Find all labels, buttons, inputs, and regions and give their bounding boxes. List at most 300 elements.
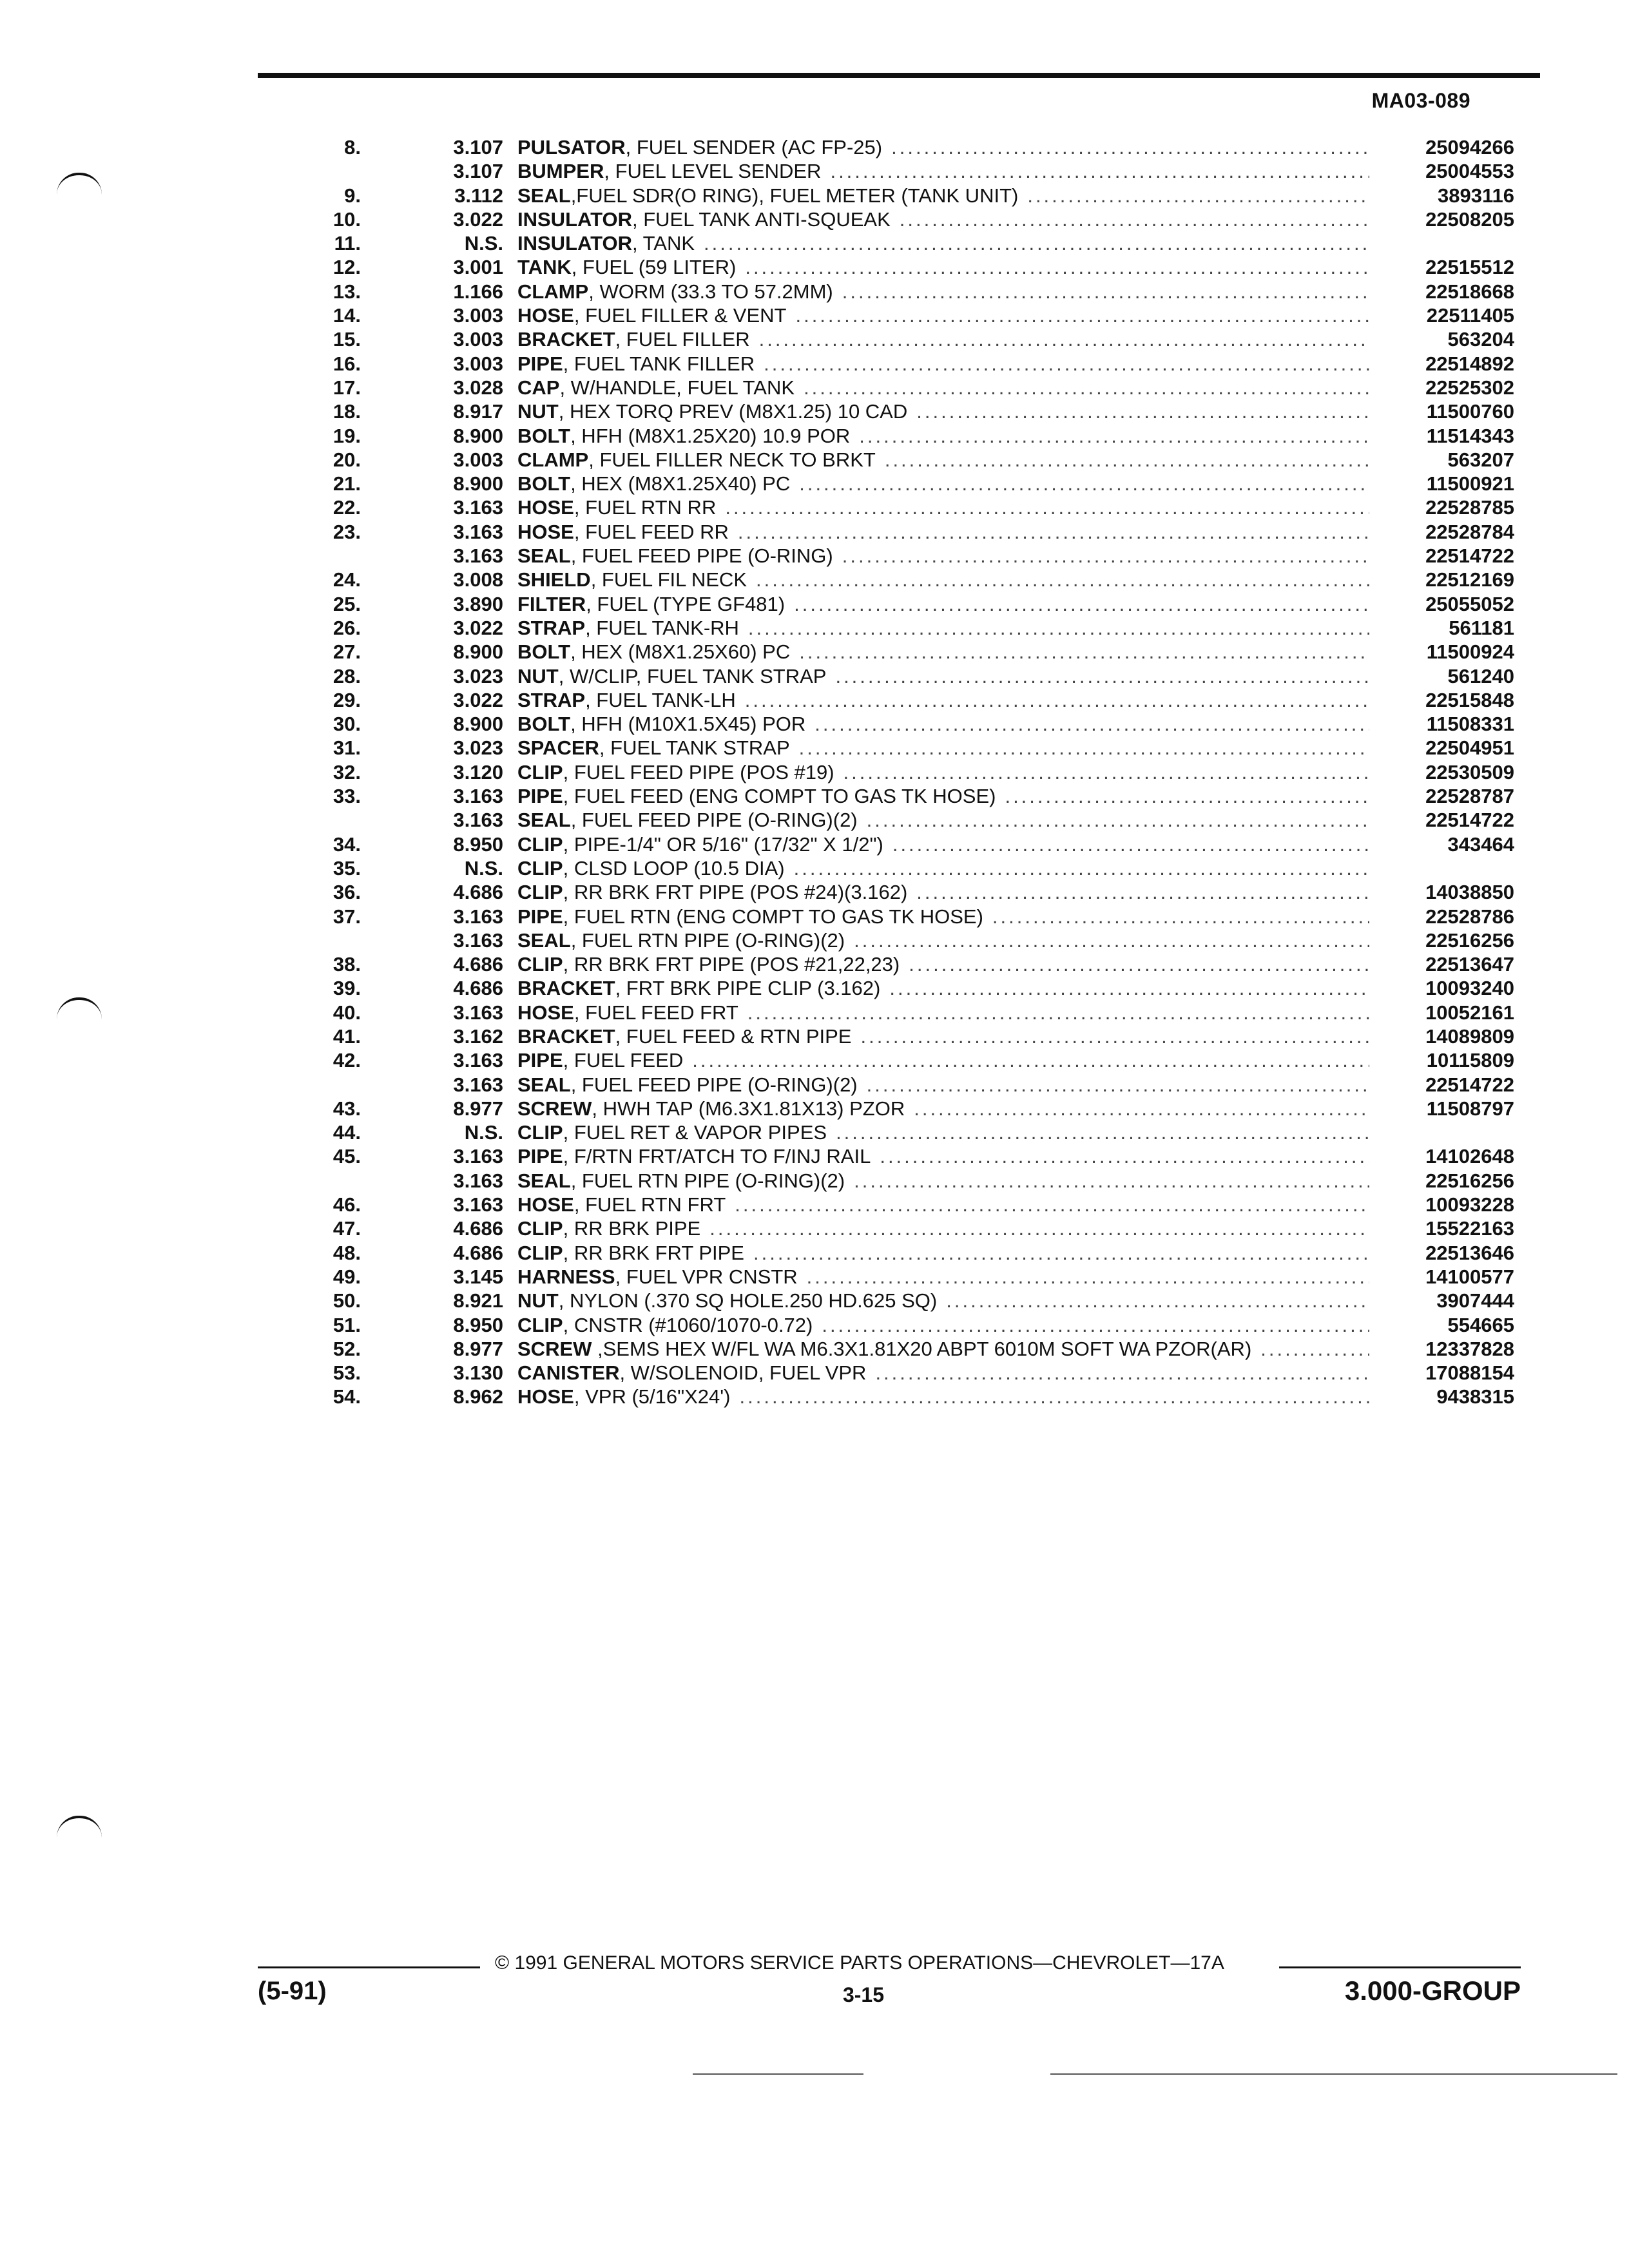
part-detail: , FUEL FEED bbox=[563, 1049, 684, 1072]
group-number: 3.107 bbox=[453, 136, 503, 159]
ref-number: 50. bbox=[333, 1289, 361, 1312]
part-detail: , FUEL RTN FRT bbox=[574, 1193, 726, 1216]
part-description bbox=[517, 760, 1369, 784]
description-text bbox=[517, 616, 739, 640]
part-name: CLIP bbox=[517, 1241, 563, 1264]
part-number: 14089809 bbox=[1425, 1024, 1514, 1048]
part-detail: , FUEL SENDER (AC FP-25) bbox=[625, 136, 883, 159]
part-number: 22511405 bbox=[1426, 304, 1514, 327]
part-name: NUT bbox=[517, 1289, 559, 1312]
dot-leader bbox=[795, 376, 1369, 399]
dot-leader bbox=[683, 1048, 1369, 1072]
dot-leader bbox=[880, 976, 1369, 1000]
part-description bbox=[517, 976, 1369, 1000]
parts-row bbox=[303, 207, 1514, 231]
part-description bbox=[517, 448, 1369, 472]
parts-list bbox=[303, 135, 1514, 1409]
dot-leader bbox=[937, 1289, 1369, 1312]
part-detail: , FUEL RTN (ENG COMPT TO GAS TK HOSE) bbox=[563, 905, 983, 928]
group-number: 3.003 bbox=[453, 328, 503, 351]
part-description bbox=[517, 255, 1369, 279]
parts-row bbox=[303, 520, 1514, 544]
dot-leader bbox=[805, 712, 1369, 736]
dot-leader bbox=[834, 760, 1369, 784]
description-text bbox=[517, 280, 833, 303]
parts-row bbox=[303, 976, 1514, 1000]
part-number: 17088154 bbox=[1425, 1361, 1514, 1385]
dot-leader bbox=[798, 1265, 1369, 1289]
parts-row bbox=[303, 1265, 1514, 1289]
part-detail: , FUEL TANK-RH bbox=[585, 616, 739, 639]
group-number: 8.900 bbox=[453, 640, 503, 664]
part-name: TANK bbox=[517, 256, 572, 279]
description-text bbox=[517, 352, 755, 376]
copyright-notice: © 1991 GENERAL MOTORS SERVICE PARTS OPERATIONS—CHEVROLET—17A bbox=[495, 1952, 1224, 1974]
part-description bbox=[517, 832, 1369, 856]
ref-number: 31. bbox=[333, 736, 361, 760]
ref-number: 15. bbox=[333, 328, 361, 351]
part-detail: , W/CLIP, FUEL TANK STRAP bbox=[558, 664, 827, 687]
description-text bbox=[517, 688, 736, 712]
ref-number: 12. bbox=[333, 256, 361, 279]
dot-leader bbox=[785, 592, 1369, 616]
part-detail: , FUEL FEED FRT bbox=[574, 1001, 738, 1024]
group-number: 3.162 bbox=[453, 1024, 503, 1048]
group-number: 3.023 bbox=[453, 736, 503, 760]
part-name: SEAL bbox=[517, 1073, 571, 1096]
parts-row bbox=[303, 1241, 1514, 1265]
part-number: 22515512 bbox=[1425, 256, 1514, 279]
group-number: 3.022 bbox=[453, 688, 503, 711]
parts-row bbox=[303, 424, 1514, 448]
part-description bbox=[517, 1024, 1369, 1048]
part-detail: , FUEL FEED PIPE (POS #19) bbox=[563, 760, 834, 783]
part-detail: , FUEL FEED PIPE (O-RING)(2) bbox=[570, 1073, 858, 1096]
parts-row bbox=[303, 399, 1514, 423]
part-description bbox=[517, 327, 1369, 351]
ref-number: 54. bbox=[333, 1385, 361, 1408]
parts-row bbox=[303, 135, 1514, 159]
group-number: 3.001 bbox=[453, 256, 503, 279]
part-detail: ,SEMS HEX W/FL WA M6.3X1.81X20 ABPT 6010M SOFT WA PZOR(AR) bbox=[592, 1337, 1252, 1360]
parts-row bbox=[303, 1337, 1514, 1361]
parts-row bbox=[303, 1169, 1514, 1193]
group-number: 3.163 bbox=[453, 1073, 503, 1096]
part-description bbox=[517, 1120, 1369, 1144]
part-name: INSULATOR bbox=[517, 207, 632, 231]
part-number: 14100577 bbox=[1425, 1265, 1514, 1288]
part-detail: , VPR (5/16"X24') bbox=[574, 1385, 731, 1408]
parts-row bbox=[303, 1385, 1514, 1408]
part-description bbox=[517, 664, 1369, 688]
dot-leader bbox=[891, 207, 1369, 231]
part-name: CLIP bbox=[517, 1217, 563, 1240]
part-detail: , FUEL TANK FILLER bbox=[563, 352, 755, 375]
description-text bbox=[517, 1385, 731, 1408]
parts-row bbox=[303, 495, 1514, 519]
ref-number: 51. bbox=[333, 1313, 361, 1336]
group-number: 3.003 bbox=[453, 448, 503, 471]
part-name: BUMPER bbox=[517, 160, 604, 183]
part-detail: , FUEL FEED & RTN PIPE bbox=[615, 1024, 852, 1048]
footer-rule-left bbox=[258, 1966, 480, 1968]
group-number: 3.163 bbox=[453, 496, 503, 519]
part-name: HOSE bbox=[517, 304, 574, 327]
parts-row bbox=[303, 1193, 1514, 1216]
parts-row bbox=[303, 472, 1514, 495]
description-text bbox=[517, 159, 821, 183]
parts-row bbox=[303, 880, 1514, 904]
part-name: FILTER bbox=[517, 592, 586, 615]
ref-number: 30. bbox=[333, 713, 361, 736]
part-description bbox=[517, 352, 1369, 376]
part-name: SEAL bbox=[517, 1169, 571, 1192]
part-description bbox=[517, 784, 1369, 808]
part-description bbox=[517, 135, 1369, 159]
parts-row bbox=[303, 1073, 1514, 1097]
group-number: 4.686 bbox=[453, 1241, 503, 1264]
part-detail: , W/SOLENOID, FUEL VPR bbox=[619, 1361, 867, 1385]
parts-row bbox=[303, 255, 1514, 279]
description-text bbox=[517, 424, 850, 448]
dot-leader bbox=[845, 928, 1369, 952]
description-text bbox=[517, 736, 790, 760]
part-name: BRACKET bbox=[517, 977, 615, 1000]
ref-number: 42. bbox=[333, 1049, 361, 1072]
ref-number: 46. bbox=[333, 1193, 361, 1216]
date-code: (5-91) bbox=[258, 1977, 327, 2005]
description-text bbox=[517, 495, 716, 519]
part-description bbox=[517, 952, 1369, 976]
group-number: 3.163 bbox=[453, 1001, 503, 1024]
ref-number: 22. bbox=[333, 496, 361, 519]
group-label: 3.000-GROUP bbox=[1344, 1975, 1521, 2006]
part-description bbox=[517, 472, 1369, 495]
group-number: 8.921 bbox=[453, 1289, 503, 1312]
description-text bbox=[517, 1097, 905, 1120]
part-description bbox=[517, 736, 1369, 760]
description-text bbox=[517, 1048, 683, 1072]
part-name: PIPE bbox=[517, 1145, 563, 1168]
part-number: 563204 bbox=[1447, 328, 1514, 351]
part-detail: , FUEL FEED (ENG COMPT TO GAS TK HOSE) bbox=[563, 785, 996, 808]
part-description bbox=[517, 1289, 1369, 1312]
part-name: CLAMP bbox=[517, 448, 589, 471]
part-description bbox=[517, 880, 1369, 904]
part-description bbox=[517, 159, 1369, 183]
part-detail: , RR BRK PIPE bbox=[563, 1217, 701, 1240]
ref-number: 9. bbox=[344, 184, 361, 207]
group-number: 3.107 bbox=[453, 160, 503, 183]
part-name: PIPE bbox=[517, 1049, 563, 1072]
group-number: 8.977 bbox=[453, 1337, 503, 1360]
description-text bbox=[517, 1169, 845, 1193]
group-number: 3.163 bbox=[453, 928, 503, 952]
part-detail: , HEX TORQ PREV (M8X1.25) 10 CAD bbox=[558, 400, 908, 423]
dot-leader bbox=[729, 520, 1369, 544]
part-description bbox=[517, 424, 1369, 448]
ref-number: 41. bbox=[333, 1024, 361, 1048]
part-description bbox=[517, 520, 1369, 544]
part-detail: , FUEL VPR CNSTR bbox=[615, 1265, 798, 1288]
part-detail: , RR BRK FRT PIPE (POS #21,22,23) bbox=[563, 953, 900, 976]
part-number: 343464 bbox=[1447, 832, 1514, 856]
part-number: 22528785 bbox=[1425, 496, 1514, 519]
dot-leader bbox=[750, 327, 1369, 351]
dot-leader bbox=[790, 472, 1369, 495]
dot-leader bbox=[738, 1001, 1369, 1024]
part-number: 22514722 bbox=[1425, 544, 1514, 568]
ref-number: 10. bbox=[333, 207, 361, 231]
group-number: 3.112 bbox=[454, 184, 503, 207]
part-name: BRACKET bbox=[517, 1024, 615, 1048]
bottom-rule bbox=[1050, 2073, 1617, 2075]
part-number: 25004553 bbox=[1425, 160, 1514, 183]
part-name: CLIP bbox=[517, 1313, 563, 1336]
dot-leader bbox=[736, 255, 1369, 279]
part-number: 11500924 bbox=[1426, 640, 1514, 664]
part-description bbox=[517, 399, 1369, 423]
ref-number: 23. bbox=[333, 520, 361, 543]
ref-number: 48. bbox=[333, 1241, 361, 1264]
part-description bbox=[517, 1265, 1369, 1289]
part-name: HARNESS bbox=[517, 1265, 615, 1288]
part-number: 14102648 bbox=[1425, 1145, 1514, 1168]
dot-leader bbox=[785, 856, 1369, 880]
description-text bbox=[517, 1001, 738, 1024]
description-text bbox=[517, 1313, 813, 1337]
part-name: BOLT bbox=[517, 713, 571, 736]
description-text bbox=[517, 1144, 871, 1168]
dot-leader bbox=[726, 1193, 1369, 1216]
part-description bbox=[517, 280, 1369, 303]
description-text bbox=[517, 448, 876, 472]
part-number: 22528786 bbox=[1425, 905, 1514, 928]
part-detail: , FUEL FILLER NECK TO BRKT bbox=[588, 448, 876, 471]
part-name: PIPE bbox=[517, 905, 563, 928]
part-detail: , FUEL FEED PIPE (O-RING)(2) bbox=[570, 809, 858, 832]
group-number: 3.130 bbox=[453, 1361, 503, 1385]
part-detail: , TANK bbox=[631, 232, 695, 255]
part-name: SEAL bbox=[517, 184, 571, 207]
group-number: 3.163 bbox=[453, 1193, 503, 1216]
parts-row bbox=[303, 736, 1514, 760]
group-number: 3.163 bbox=[453, 544, 503, 568]
part-name: SEAL bbox=[517, 544, 571, 568]
parts-row bbox=[303, 184, 1514, 207]
part-name: CLIP bbox=[517, 1121, 563, 1144]
description-text bbox=[517, 664, 826, 688]
dot-leader bbox=[858, 1073, 1369, 1097]
ref-number: 21. bbox=[333, 472, 361, 495]
part-detail: , HFH (M10X1.5X45) POR bbox=[570, 713, 806, 736]
parts-row bbox=[303, 712, 1514, 736]
description-text bbox=[517, 184, 1018, 207]
part-number: 10093228 bbox=[1425, 1193, 1514, 1216]
description-text bbox=[517, 376, 795, 399]
description-text bbox=[517, 472, 790, 495]
parts-row bbox=[303, 568, 1514, 591]
part-detail: , FUEL TANK-LH bbox=[585, 688, 736, 711]
description-text bbox=[517, 1120, 827, 1144]
group-number: 3.163 bbox=[453, 1145, 503, 1168]
part-name: CLAMP bbox=[517, 280, 589, 303]
ref-number: 37. bbox=[333, 905, 361, 928]
group-number: N.S. bbox=[464, 1121, 503, 1144]
ref-number: 28. bbox=[333, 664, 361, 687]
dot-leader bbox=[983, 905, 1369, 928]
part-detail: , RR BRK FRT PIPE bbox=[563, 1241, 744, 1264]
dot-leader bbox=[1018, 184, 1369, 207]
description-text bbox=[517, 327, 750, 351]
part-description bbox=[517, 688, 1369, 712]
group-number: N.S. bbox=[464, 232, 503, 255]
part-detail: , WORM (33.3 TO 57.2MM) bbox=[588, 280, 833, 303]
description-text bbox=[517, 231, 695, 255]
part-number: 554665 bbox=[1447, 1313, 1514, 1336]
ref-number: 40. bbox=[333, 1001, 361, 1024]
ref-number: 29. bbox=[333, 688, 361, 711]
ref-number: 45. bbox=[333, 1145, 361, 1168]
ref-number: 44. bbox=[333, 1121, 361, 1144]
ref-number: 25. bbox=[333, 592, 361, 615]
description-text bbox=[517, 905, 983, 928]
parts-row bbox=[303, 327, 1514, 351]
part-detail: , HEX (M8X1.25X60) PC bbox=[570, 640, 791, 664]
ref-number: 17. bbox=[333, 376, 361, 399]
group-number: 8.900 bbox=[453, 472, 503, 495]
ref-number: 16. bbox=[333, 352, 361, 375]
group-number: 3.163 bbox=[453, 520, 503, 543]
ref-number: 43. bbox=[333, 1097, 361, 1120]
dot-leader bbox=[883, 832, 1369, 856]
description-text bbox=[517, 1193, 726, 1216]
part-number: 22530509 bbox=[1425, 760, 1514, 783]
binder-hole-mark bbox=[57, 997, 102, 1019]
part-number: 22513646 bbox=[1425, 1241, 1514, 1264]
parts-row bbox=[303, 688, 1514, 712]
group-number: 8.977 bbox=[453, 1097, 503, 1120]
footer-rule-right bbox=[1279, 1966, 1521, 1968]
part-detail: , FUEL (TYPE GF481) bbox=[586, 592, 786, 615]
part-number: 22516256 bbox=[1425, 928, 1514, 952]
dot-leader bbox=[747, 568, 1369, 591]
group-number: 3.163 bbox=[453, 905, 503, 928]
description-text bbox=[517, 784, 996, 808]
part-name: SEAL bbox=[517, 809, 571, 832]
description-text bbox=[517, 880, 907, 904]
part-name: PIPE bbox=[517, 785, 563, 808]
part-description bbox=[517, 1361, 1369, 1385]
part-description bbox=[517, 1337, 1369, 1361]
part-name: CANISTER bbox=[517, 1361, 620, 1385]
ref-number: 26. bbox=[333, 616, 361, 639]
part-number: 22512169 bbox=[1425, 568, 1514, 591]
parts-row bbox=[303, 905, 1514, 928]
part-number: 15522163 bbox=[1425, 1217, 1514, 1240]
binder-hole-mark bbox=[57, 173, 102, 195]
part-detail: , FUEL RTN PIPE (O-RING)(2) bbox=[570, 1169, 845, 1192]
group-number: 3.003 bbox=[453, 304, 503, 327]
part-number: 14038850 bbox=[1425, 881, 1514, 904]
part-number: 22514892 bbox=[1425, 352, 1514, 375]
part-name: SCREW bbox=[517, 1097, 592, 1120]
part-name: SPACER bbox=[517, 736, 599, 760]
part-detail: , FUEL FILLER & VENT bbox=[574, 304, 787, 327]
part-name: BOLT bbox=[517, 472, 571, 495]
dot-leader bbox=[736, 688, 1369, 712]
description-text bbox=[517, 856, 785, 880]
part-description bbox=[517, 1385, 1369, 1408]
part-name: HOSE bbox=[517, 496, 574, 519]
part-description bbox=[517, 231, 1369, 255]
parts-row bbox=[303, 544, 1514, 568]
part-detail: , HFH (M8X1.25X20) 10.9 POR bbox=[570, 424, 851, 447]
group-number: 3.022 bbox=[453, 207, 503, 231]
parts-row bbox=[303, 1144, 1514, 1168]
part-number: 9438315 bbox=[1436, 1385, 1514, 1408]
part-number: 22528784 bbox=[1425, 520, 1514, 543]
part-description bbox=[517, 1216, 1369, 1240]
description-text bbox=[517, 520, 729, 544]
dot-leader bbox=[833, 280, 1369, 303]
dot-leader bbox=[826, 664, 1369, 688]
dot-leader bbox=[827, 1120, 1369, 1144]
parts-row bbox=[303, 376, 1514, 399]
part-number: 25055052 bbox=[1425, 592, 1514, 615]
description-text bbox=[517, 1073, 858, 1097]
part-name: CLIP bbox=[517, 953, 563, 976]
part-description bbox=[517, 808, 1369, 832]
part-name: SHIELD bbox=[517, 568, 591, 591]
part-description bbox=[517, 1169, 1369, 1193]
group-number: 8.950 bbox=[453, 832, 503, 856]
dot-leader bbox=[755, 352, 1369, 376]
part-number: 22513647 bbox=[1425, 953, 1514, 976]
dot-leader bbox=[851, 1024, 1369, 1048]
part-number: 561240 bbox=[1447, 664, 1514, 687]
ref-number: 49. bbox=[333, 1265, 361, 1288]
part-description bbox=[517, 1097, 1369, 1120]
dot-leader bbox=[882, 135, 1369, 159]
description-text bbox=[517, 1024, 851, 1048]
part-name: CLIP bbox=[517, 856, 563, 879]
part-description bbox=[517, 184, 1369, 207]
part-number: 22525302 bbox=[1425, 376, 1514, 399]
group-number: 4.686 bbox=[453, 953, 503, 976]
description-text bbox=[517, 808, 858, 832]
description-text bbox=[517, 303, 786, 327]
group-number: 3.008 bbox=[453, 568, 503, 591]
description-text bbox=[517, 712, 805, 736]
part-number: 22518668 bbox=[1425, 280, 1514, 303]
part-description bbox=[517, 1313, 1369, 1337]
part-number: 25094266 bbox=[1425, 136, 1514, 159]
part-name: BRACKET bbox=[517, 328, 615, 351]
part-description bbox=[517, 495, 1369, 519]
part-number: 11500760 bbox=[1426, 400, 1514, 423]
parts-row bbox=[303, 1361, 1514, 1385]
ref-number: 11. bbox=[334, 232, 361, 255]
part-description bbox=[517, 905, 1369, 928]
part-description bbox=[517, 568, 1369, 591]
part-name: HOSE bbox=[517, 520, 574, 543]
group-number: 3.890 bbox=[453, 592, 503, 615]
part-number: 11508797 bbox=[1426, 1097, 1514, 1120]
dot-leader bbox=[907, 880, 1369, 904]
part-detail: , FUEL FEED PIPE (O-RING) bbox=[570, 544, 833, 568]
part-detail: , NYLON (.370 SQ HOLE.250 HD.625 SQ) bbox=[558, 1289, 938, 1312]
